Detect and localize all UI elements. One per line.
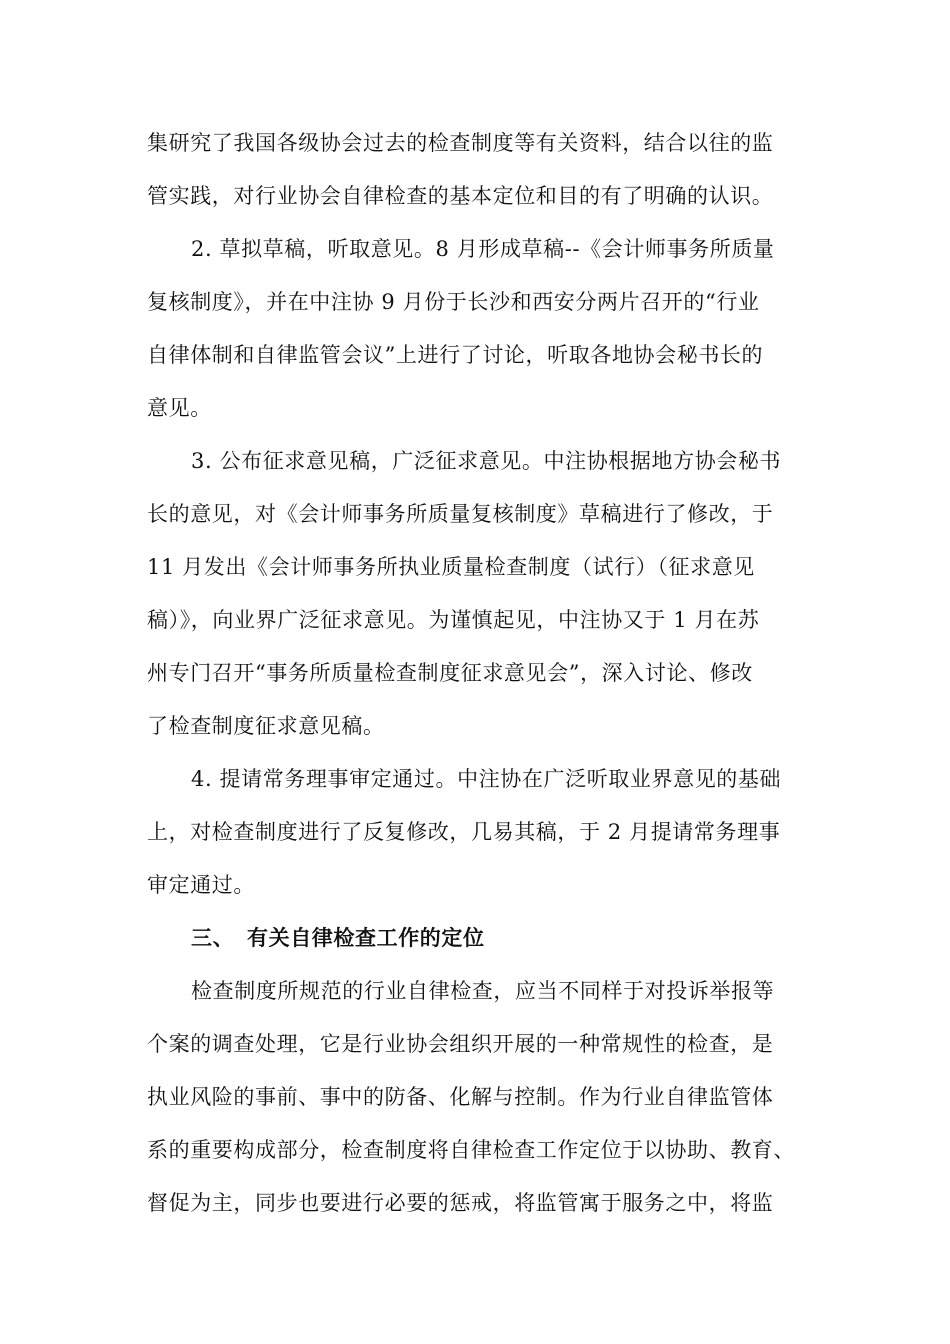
text-line: 州专门召开“事务所质量检查制度征求意见会”，深入讨论、修改 [147, 661, 753, 685]
text-line: 稿）》，向业界广泛征求意见。为谨慎起见，中注协又于 1 月在苏 [147, 608, 760, 632]
paragraph-start-line: 2. 草拟草稿，听取意见。8 月形成草稿--《会计师事务所质量 [191, 237, 775, 261]
text-line: 集研究了我国各级协会过去的检查制度等有关资料，结合以往的监 [147, 131, 774, 155]
text-line: 长的意见，对《会计师事务所质量复核制度》草稿进行了修改，于 [147, 502, 774, 526]
paragraph-start-line: 4. 提请常务理事审定通过。中注协在广泛听取业界意见的基础 [191, 767, 782, 791]
section-number: 三、 [191, 926, 235, 950]
text-line: 个案的调查处理，它是行业协会组织开展的一种常规性的检查，是 [147, 1032, 774, 1056]
text-line: 审定通过。 [147, 873, 255, 897]
text-line: 督促为主，同步也要进行必要的惩戒，将监管寓于服务之中，将监 [147, 1191, 774, 1215]
section-heading [147, 912, 812, 965]
section-title: 有关自律检查工作的定位 [247, 926, 485, 950]
text-line: 11 月发出《会计师事务所执业质量检查制度（试行）（征求意见 [147, 555, 755, 579]
text-line: 系的重要构成部分，检查制度将自律检查工作定位于以协助、教育、 [147, 1138, 795, 1162]
text-line: 自律体制和自律监管会议”上进行了讨论，听取各地协会秘书长的 [147, 343, 764, 367]
paragraph-start-line: 检查制度所规范的行业自律检查，应当不同样于对投诉举报等 [191, 979, 775, 1003]
document-body [147, 117, 812, 1230]
text-line: 意见。 [147, 396, 212, 420]
text-line: 管实践，对行业协会自律检查的基本定位和目的有了明确的认识。 [147, 184, 774, 208]
text-line: 复核制度》，并在中注协 9 月份于长沙和西安分两片召开的“行业 [147, 290, 760, 314]
text-line: 上，对检查制度进行了反复修改，几易其稿，于 2 月提请常务理事 [147, 820, 781, 844]
text-line: 执业风险的事前、事中的防备、化解与控制。作为行业自律监管体 [147, 1085, 774, 1109]
paragraph-start-line: 3. 公布征求意见稿，广泛征求意见。中注协根据地方协会秘书 [191, 449, 782, 473]
text-line: 了检查制度征求意见稿。 [147, 714, 385, 738]
